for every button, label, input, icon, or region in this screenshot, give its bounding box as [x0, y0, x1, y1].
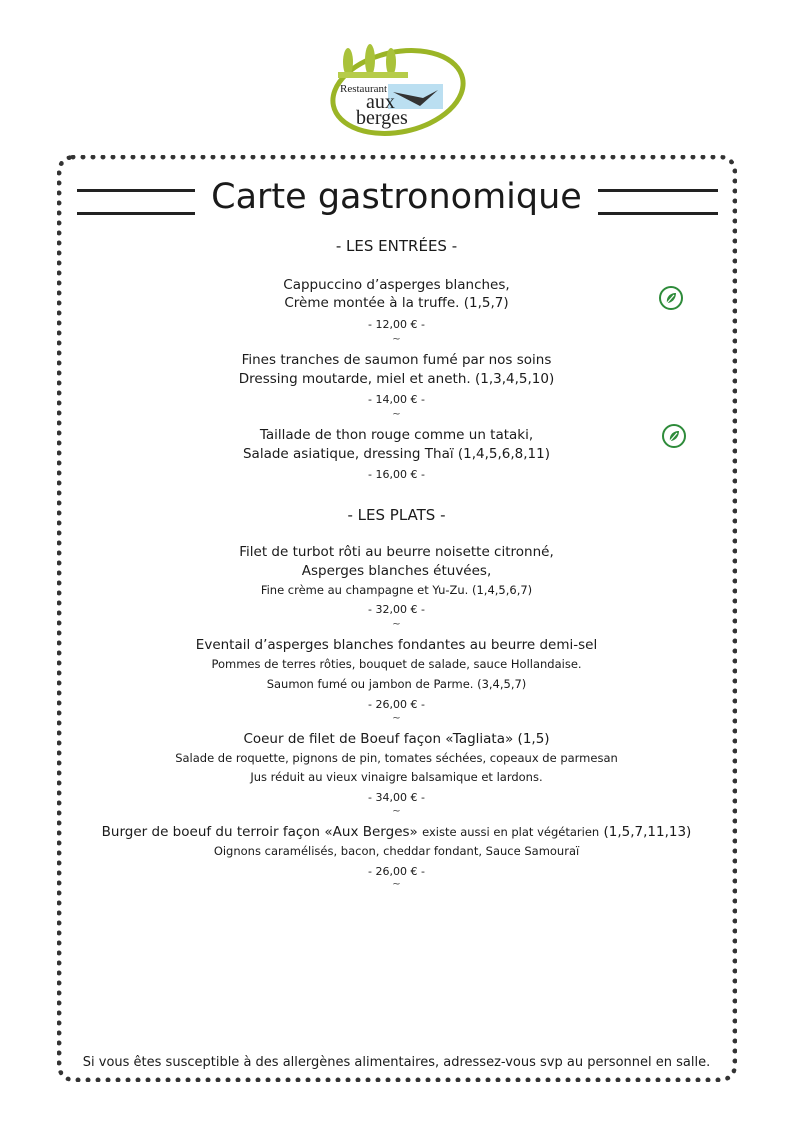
dish-price: - 32,00 € - [368, 603, 425, 616]
dish-line: Asperges blanches étuvées, [301, 563, 492, 579]
dish-line: Oignons caramélisés, bacon, cheddar fondant, Sauce Samouraï [213, 844, 580, 858]
dish-name: Burger de boeuf du terroir façon «Aux Berges» [101, 824, 418, 840]
section-heading-entrees: - LES ENTRÉES - [335, 237, 458, 255]
svg-text:berges: berges [356, 107, 408, 129]
dish-line: Pommes de terres rôties, bouquet de salade, sauce Hollandaise. [211, 657, 582, 671]
dish-price: - 14,00 € - [368, 393, 425, 406]
dish-line: Taillade de thon rouge comme un tataki, [259, 427, 534, 443]
dish-price: - 12,00 € - [368, 318, 425, 331]
separator: ~ [392, 334, 401, 345]
vegetarian-note: existe aussi en plat végétarien [422, 825, 600, 839]
dish-line [0, 826, 793, 840]
dish-line: Cappuccino d’asperges blanches, [283, 277, 510, 293]
dish-line: Eventail d’asperges blanches fondantes au beurre demi-sel [195, 637, 598, 653]
dish-line: Saumon fumé ou jambon de Parme. (3,4,5,7) [266, 677, 527, 691]
dish-price: - 16,00 € - [368, 468, 425, 481]
svg-text:Restaurant: Restaurant [340, 83, 388, 95]
dish-line: Crème montée à la truffe. (1,5,7) [284, 295, 509, 311]
separator: ~ [392, 409, 401, 420]
vegetarian-leaf-icon [662, 424, 686, 448]
separator: ~ [392, 619, 401, 630]
allergen-footer: Si vous êtes susceptible à des allergènes alimentaires, adressez-vous svp au personnel en salle. [82, 1055, 711, 1070]
dish-price: - 26,00 € - [368, 698, 425, 711]
vegetarian-leaf-icon [659, 286, 683, 310]
separator: ~ [392, 806, 401, 817]
dish-line: Jus réduit au vieux vinaigre balsamique et lardons. [250, 770, 543, 784]
separator: ~ [392, 879, 401, 890]
restaurant-logo [328, 40, 468, 144]
dish-price: - 34,00 € - [368, 791, 425, 804]
page-title: Carte gastronomique [211, 177, 582, 217]
allergens: (1,5,7,11,13) [603, 824, 692, 840]
svg-text:aux: aux [366, 91, 395, 113]
dish-line: Salade de roquette, pignons de pin, tomates séchées, copeaux de parmesan [175, 751, 618, 765]
dish-price: - 26,00 € - [368, 865, 425, 878]
dish-line: Fine crème au champagne et Yu-Zu. (1,4,5,6,7) [260, 583, 533, 597]
dish-line: Salade asiatique, dressing Thaï (1,4,5,6,8,11) [242, 446, 550, 462]
section-heading-plats: - LES PLATS - [347, 506, 446, 524]
dish-line: Coeur de filet de Boeuf façon «Tagliata» (1,5) [243, 731, 550, 747]
dish-line: Filet de turbot rôti au beurre noisette citronné, [239, 544, 554, 560]
separator: ~ [392, 713, 401, 724]
dish-line: Fines tranches de saumon fumé par nos soins [241, 352, 552, 368]
dish-line: Dressing moutarde, miel et aneth. (1,3,4,5,10) [238, 371, 555, 387]
